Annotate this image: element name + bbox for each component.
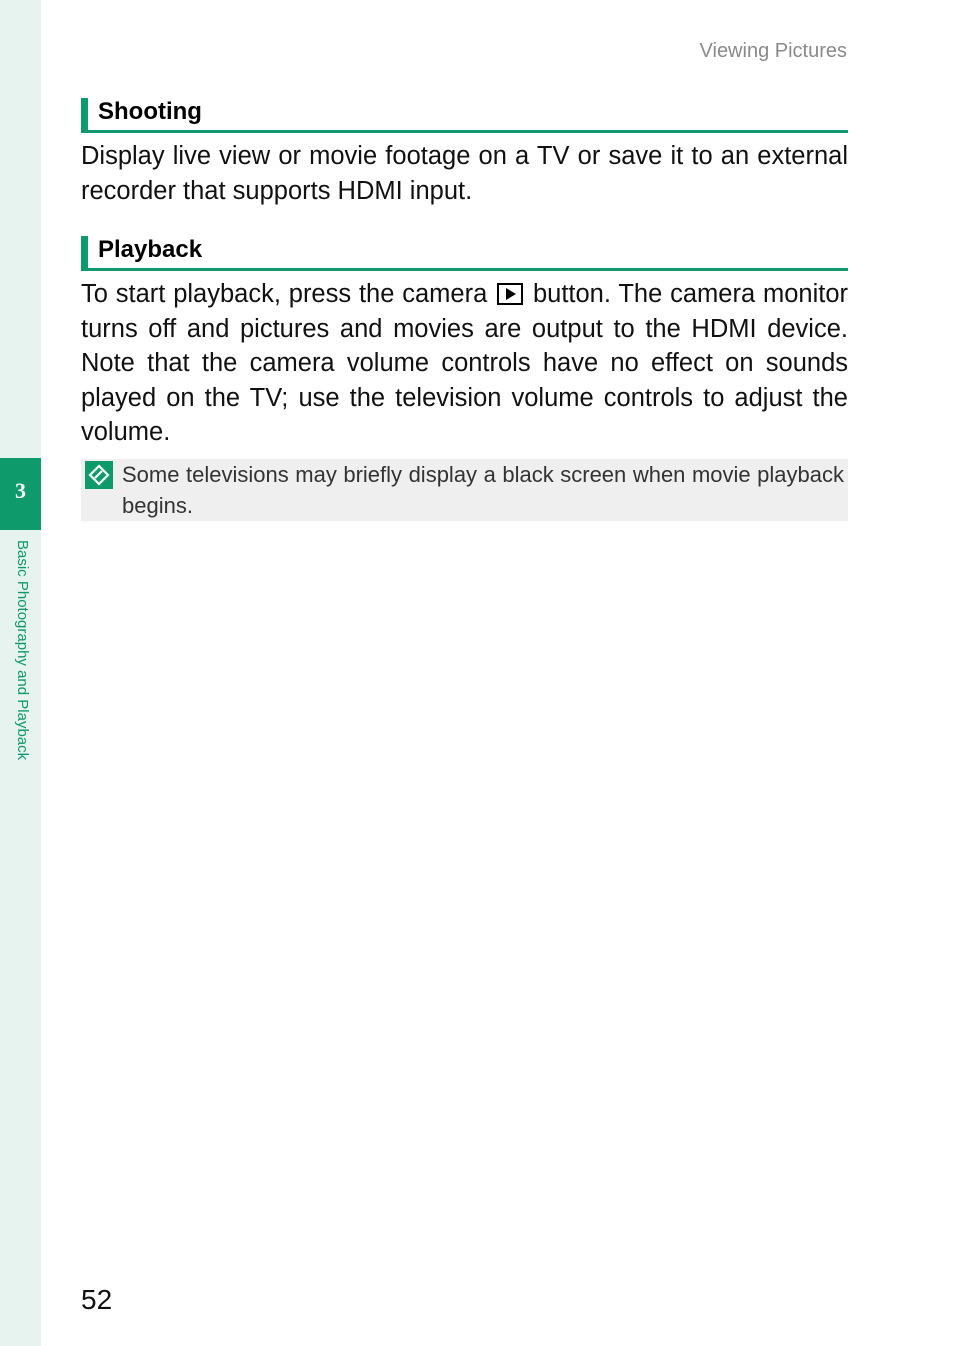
note-text: Some televisions may briefly display a black screen when movie playback begins. bbox=[122, 462, 844, 518]
chapter-title: Basic Photography and Playback bbox=[14, 540, 31, 761]
section-heading-shooting bbox=[81, 98, 848, 133]
section-body-playback bbox=[81, 277, 848, 450]
playback-button-icon bbox=[497, 283, 523, 305]
note-box bbox=[81, 459, 848, 521]
heading-accent-bar bbox=[81, 98, 88, 130]
section-heading-playback bbox=[81, 236, 848, 271]
section-title: Playback bbox=[98, 236, 203, 263]
heading-accent-bar bbox=[81, 236, 88, 268]
page-number: 52 bbox=[81, 1284, 113, 1315]
note-icon bbox=[85, 461, 113, 489]
playback-text-start: To start playback, press the camera bbox=[81, 280, 488, 308]
running-head: Viewing Pictures bbox=[699, 40, 847, 62]
section-body-shooting: Display live view or movie footage on a TV or save it to an external recorder that supports HDMI input. bbox=[81, 142, 848, 205]
chapter-number: 3 bbox=[15, 478, 26, 503]
playback-text-rest: button. The camera monitor turns off and pictures and movies are output to the HDMI device. Note that the camera volume controls have no effect on sounds played on the TV; use the television volume controls to adjust the volume. bbox=[81, 280, 848, 446]
section-title: Shooting bbox=[98, 98, 202, 125]
